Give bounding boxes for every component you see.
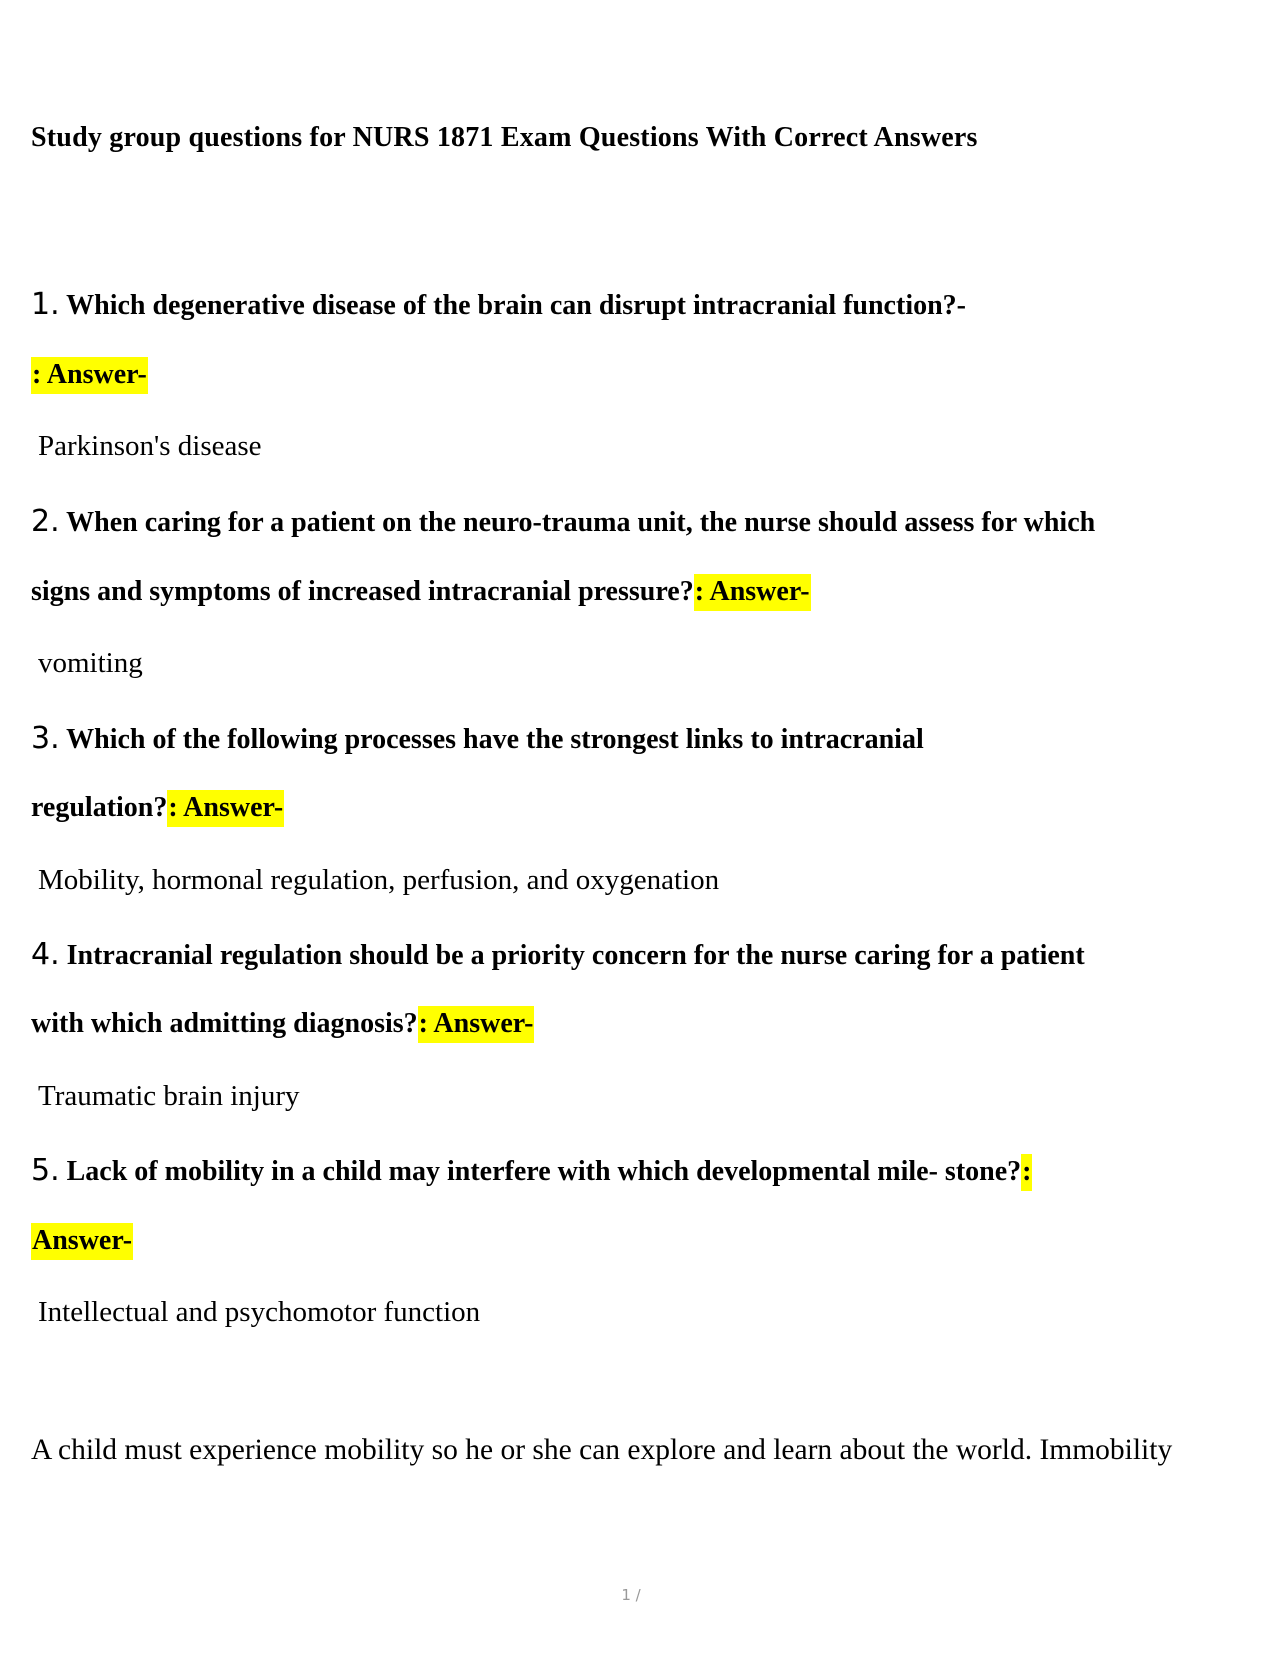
question-4-line-2 <box>31 1008 534 1040</box>
answer-label-highlight: : Answer- <box>418 1006 535 1043</box>
question-text: Intracranial regulation should be a priority concern for the nurse caring for a patient <box>59 940 1085 971</box>
question-text-continued: regulation? <box>31 792 168 823</box>
answer-label-highlight: : Answer- <box>31 357 148 394</box>
question-text: Lack of mobility in a child may interfere with which developmental mile- stone? <box>59 1156 1022 1187</box>
question-5-answer-label-line <box>31 1225 133 1257</box>
question-3 <box>31 721 924 756</box>
answer-1: Parkinson's disease <box>38 430 262 462</box>
answer-label-highlight: : Answer- <box>167 790 284 827</box>
question-text: Which of the following processes have the strongest links to intracranial <box>59 724 924 755</box>
question-text-continued: signs and symptoms of increased intracranial pressure? <box>31 576 694 607</box>
answer-5: Intellectual and psychomotor function <box>38 1296 481 1328</box>
question-number: 5. <box>31 1153 60 1188</box>
answer-label-highlight: : Answer- <box>694 574 811 611</box>
answer-4: Traumatic brain injury <box>38 1080 300 1112</box>
question-text-continued: with which admitting diagnosis? <box>31 1008 418 1039</box>
question-number: 1. <box>31 287 60 322</box>
question-2-line-2 <box>31 576 811 608</box>
question-4 <box>31 937 1085 972</box>
question-3-line-2 <box>31 792 284 824</box>
question-number: 3. <box>31 721 60 756</box>
question-2 <box>31 504 1095 539</box>
question-1 <box>31 287 966 322</box>
answer-3: Mobility, hormonal regulation, perfusion, and oxygenation <box>38 864 720 896</box>
question-text: When caring for a patient on the neuro-trauma unit, the nurse should assess for which <box>59 507 1096 538</box>
question-1-answer-label-line <box>31 359 148 391</box>
question-number: 2. <box>31 504 60 539</box>
answer-2: vomiting <box>38 647 143 679</box>
document-title: Study group questions for NURS 1871 Exam Questions With Correct Answers <box>31 122 978 153</box>
question-number: 4. <box>31 937 60 972</box>
page-number: 1 / <box>621 1586 641 1604</box>
answer-label-highlight: Answer- <box>31 1223 133 1260</box>
explanation-paragraph: A child must experience mobility so he or she can explore and learn about the world. Immobility <box>31 1434 1173 1466</box>
answer-label-highlight: : <box>1021 1154 1032 1191</box>
question-text: Which degenerative disease of the brain can disrupt intracranial function?- <box>59 290 966 321</box>
question-5 <box>31 1153 1032 1188</box>
